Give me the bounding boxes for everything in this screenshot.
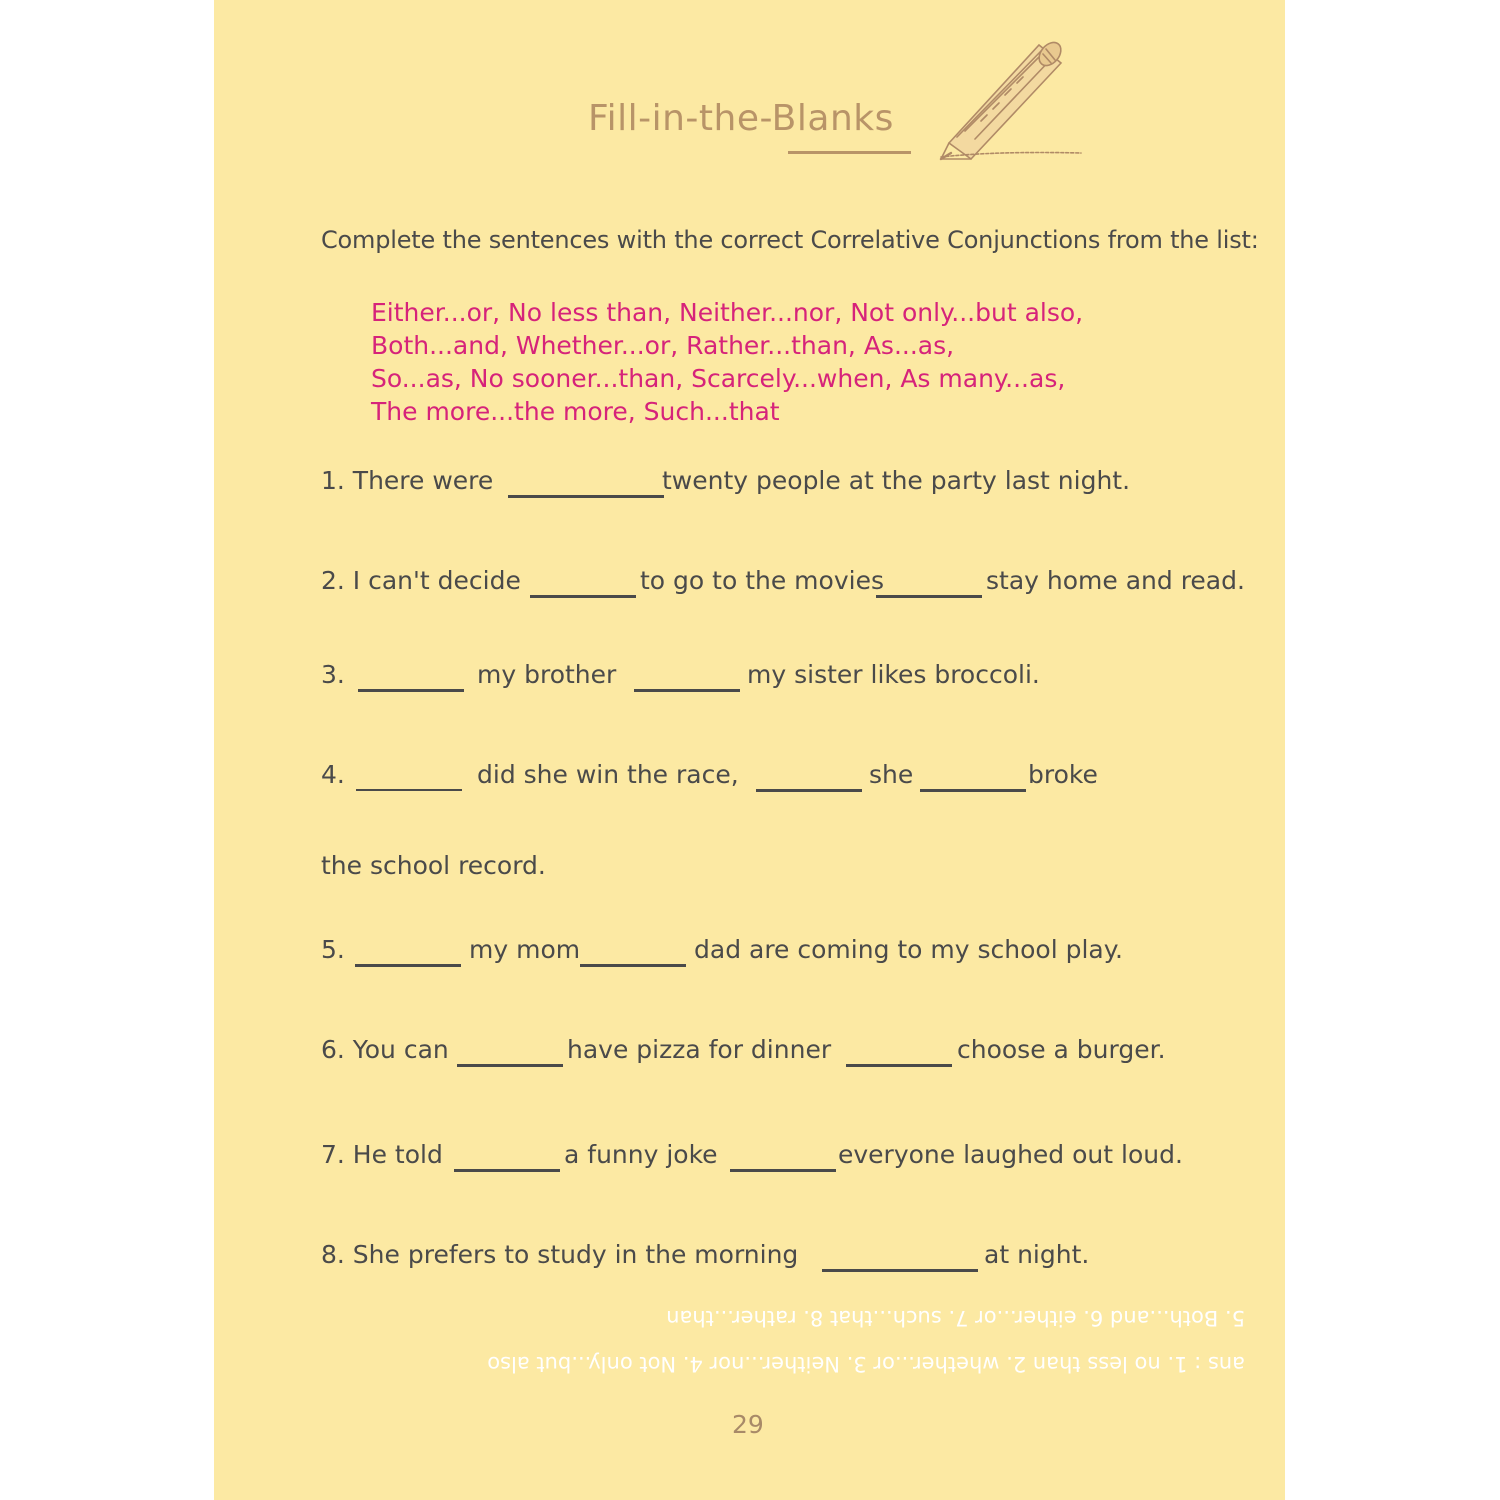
question-text: my sister likes broccoli.	[747, 660, 1040, 689]
question-text: dad are coming to my school play.	[694, 935, 1123, 964]
question-text: to go to the movies	[640, 566, 884, 595]
question-text: 1. There were	[321, 466, 494, 495]
question-text: 7. He told	[321, 1140, 443, 1169]
question-text: 6. You can	[321, 1035, 449, 1064]
question-text: did she win the race,	[477, 760, 739, 789]
answer-blank[interactable]	[530, 595, 636, 598]
page-title: Fill-in-the-Blanks	[588, 98, 894, 139]
answer-blank[interactable]	[634, 689, 740, 692]
answer-key-line-1: ans : 1. no less than 2. whether...or 3. Neither...nor 4. Not only...but also	[487, 1352, 1245, 1376]
question-text: choose a burger.	[957, 1035, 1166, 1064]
question-text: broke	[1028, 760, 1098, 789]
answer-blank[interactable]	[356, 789, 462, 791]
answer-blank[interactable]	[454, 1169, 560, 1172]
question-text: 4.	[321, 760, 345, 789]
question-text: my brother	[477, 660, 617, 689]
question-text: everyone laughed out loud.	[838, 1140, 1183, 1169]
question-text: 8. She prefers to study in the morning	[321, 1240, 799, 1269]
answer-blank[interactable]	[508, 495, 664, 498]
answer-key-line-2: 5. Both...and 6. either...or 7. such...that 8. rather...than	[666, 1306, 1245, 1330]
conjunction-list-line-4: The more...the more, Such...that	[371, 397, 780, 426]
conjunction-list-line-1: Either...or, No less than, Neither...nor, Not only...but also,	[371, 298, 1084, 327]
conjunction-list-line-3: So...as, No sooner...than, Scarcely...when, As many...as,	[371, 364, 1066, 393]
worksheet-page	[214, 0, 1285, 1500]
answer-blank[interactable]	[457, 1064, 563, 1067]
answer-blank[interactable]	[846, 1064, 952, 1067]
question-text: 2. I can't decide	[321, 566, 521, 595]
answer-blank[interactable]	[822, 1269, 978, 1272]
conjunction-list-line-2: Both...and, Whether...or, Rather...than, As...as,	[371, 331, 955, 360]
answer-blank[interactable]	[355, 964, 461, 967]
title-underline	[788, 151, 911, 154]
answer-blank[interactable]	[756, 789, 862, 792]
question-text: have pizza for dinner	[567, 1035, 832, 1064]
answer-blank[interactable]	[876, 595, 982, 598]
page-number: 29	[732, 1410, 764, 1439]
question-text: 5.	[321, 935, 345, 964]
question-text: at night.	[984, 1240, 1090, 1269]
pencil-icon	[935, 33, 1085, 163]
answer-blank[interactable]	[580, 964, 686, 967]
question-text: stay home and read.	[986, 566, 1245, 595]
question-text: my mom	[469, 935, 581, 964]
answer-blank[interactable]	[920, 789, 1026, 792]
answer-blank[interactable]	[358, 689, 464, 692]
question-text: a funny joke	[564, 1140, 718, 1169]
question-text: she	[869, 760, 914, 789]
question-text: the school record.	[321, 851, 546, 880]
question-text: 3.	[321, 660, 345, 689]
instructions-text: Complete the sentences with the correct Correlative Conjunctions from the list:	[321, 226, 1259, 254]
answer-key	[300, 1296, 1245, 1376]
answer-blank[interactable]	[730, 1169, 836, 1172]
question-text: twenty people at the party last night.	[662, 466, 1131, 495]
